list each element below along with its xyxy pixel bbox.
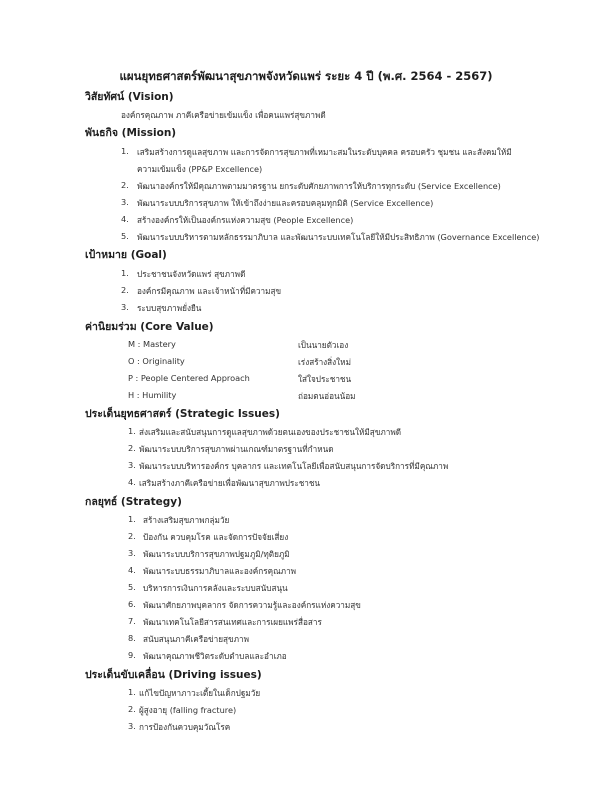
strategy-item-text: พัฒนาเทคโนโลยีสารสนเทศและการเผยแพร่สื่อสาร: [143, 617, 322, 627]
strategy-item-text: พัฒนาคุณภาพชีวิตระดับตำบลและอำเภอ: [143, 651, 287, 661]
strategy-item-text: สนับสนุนภาคีเครือข่ายสุขภาพ: [143, 634, 250, 644]
strategy-heading: กลยุทธ์ (Strategy): [85, 496, 182, 508]
strategy-item-text: สร้างเสริมสุขภาพกลุ่มวัย: [143, 515, 230, 525]
core-value-thai: ใส่ใจประชาชน: [298, 374, 352, 384]
mission-item-number: 3.: [121, 197, 129, 207]
core-value-english: P : People Centered Approach: [128, 373, 250, 383]
goal-item-number: 3.: [121, 302, 129, 312]
driving-issues-heading: ประเด็นขับเคลื่อน (Driving issues): [85, 669, 262, 681]
goal-item-number: 2.: [121, 285, 129, 295]
page-title: แผนยุทธศาสตร์พัฒนาสุขภาพจังหวัดแพร่ ระยะ 4 ปี (พ.ศ. 2564 - 2567): [119, 69, 493, 83]
mission-item-text: สร้างองค์กรให้เป็นองค์กรแห่งความสุข (People Excellence): [137, 215, 354, 225]
goal-item-text: องค์กรมีคุณภาพ และเจ้าหน้าที่มีความสุข: [137, 286, 282, 296]
strategy-item-text: บริหารการเงินการคลังและระบบสนับสนุน: [143, 583, 288, 593]
goal-item-number: 1.: [121, 268, 129, 278]
strategy-item-text: พัฒนาระบบบริการสุขภาพปฐมภูมิ/ทุติยภูมิ: [143, 549, 290, 559]
strategy-item-number: 7.: [128, 616, 136, 626]
driving-issue-number: 1.: [128, 687, 136, 697]
goal-item-text: ประชาชนจังหวัดแพร่ สุขภาพดี: [137, 269, 246, 279]
strategic-issue-number: 4.: [128, 477, 136, 487]
mission-item-text: พัฒนาระบบบริการสุขภาพ ให้เข้าถึงง่ายและครอบคลุมทุกมิติ (Service Excellence): [137, 198, 434, 208]
mission-item-text: เสริมสร้างการดูแลสุขภาพ และการจัดการสุขภาพที่เหมาะสมในระดับบุคคล ครอบครัว ชุมชน และสังคมให้มี: [137, 147, 512, 157]
mission-item-number: 5.: [121, 231, 129, 241]
strategic-issue-number: 2.: [128, 443, 136, 453]
strategic-issue-text: ส่งเสริมและสนับสนุนการดูแลสุขภาพด้วยตนเองของประชาชนให้มีสุขภาพดี: [139, 427, 402, 437]
core-value-thai: เป็นนายตัวเอง: [298, 340, 349, 350]
strategy-item-number: 2.: [128, 531, 136, 541]
driving-issue-number: 3.: [128, 721, 136, 731]
strategic-issue-number: 1.: [128, 426, 136, 436]
vision-text: องค์กรคุณภาพ ภาคีเครือข่ายเข้มแข็ง เพื่อคนแพร่สุขภาพดี: [121, 110, 326, 120]
mission-item-number: 1.: [121, 146, 129, 156]
strategy-item-text: ป้องกัน ควบคุมโรค และจัดการปัจจัยเสี่ยง: [143, 532, 289, 542]
mission-item-text: พัฒนาระบบบริหารตามหลักธรรมาภิบาล และพัฒนาระบบเทคโนโลยีให้มีประสิทธิภาพ (Governance Excellence): [137, 232, 540, 242]
strategy-item-text: พัฒนาระบบธรรมาภิบาลและองค์กรคุณภาพ: [143, 566, 297, 576]
strategic-issues-heading: ประเด็นยุทธศาสตร์ (Strategic Issues): [85, 408, 280, 420]
strategy-item-number: 9.: [128, 650, 136, 660]
core-value-english: O : Originality: [128, 356, 185, 366]
strategy-item-number: 4.: [128, 565, 136, 575]
strategy-item-number: 5.: [128, 582, 136, 592]
strategy-item-text: พัฒนาศักยภาพบุคลากร จัดการความรู้และองค์กรแห่งความสุข: [143, 600, 361, 610]
strategy-item-number: 6.: [128, 599, 136, 609]
goal-item-text: ระบบสุขภาพยั่งยืน: [137, 303, 202, 313]
strategic-issue-text: เสริมสร้างภาคีเครือข่ายเพื่อพัฒนาสุขภาพประชาชน: [139, 478, 321, 488]
driving-issue-number: 2.: [128, 704, 136, 714]
vision-heading: วิสัยทัศน์ (Vision): [85, 91, 174, 103]
driving-issue-text: การป้องกันควบคุมวัณโรค: [139, 722, 231, 732]
core-value-heading: ค่านิยมร่วม (Core Value): [85, 321, 214, 333]
mission-item-text: พัฒนาองค์กรให้มีคุณภาพตามมาตรฐาน ยกระดับศักยภาพการให้บริการทุกระดับ (Service Excellence): [137, 181, 501, 191]
goal-heading: เป้าหมาย (Goal): [85, 249, 167, 261]
mission-item-number: 2.: [121, 180, 129, 190]
strategy-item-number: 8.: [128, 633, 136, 643]
core-value-english: M : Mastery: [128, 339, 176, 349]
mission-item-number: 4.: [121, 214, 129, 224]
strategic-issue-text: พัฒนาระบบบริหารองค์กร บุคลากร และเทคโนโลยีเพื่อสนับสนุนการจัดบริการที่มีคุณภาพ: [139, 461, 449, 471]
strategy-item-number: 3.: [128, 548, 136, 558]
mission-heading: พันธกิจ (Mission): [85, 127, 177, 139]
driving-issue-text: ผู้สูงอายุ (falling fracture): [139, 705, 237, 715]
strategic-issue-text: พัฒนาระบบบริการสุขภาพผ่านเกณฑ์มาตรฐานที่กำหนด: [139, 444, 334, 454]
core-value-english: H : Humility: [128, 390, 177, 400]
driving-issue-text: แก้ไขปัญหาภาวะเตี้ยในเด็กปฐมวัย: [139, 688, 261, 698]
core-value-thai: ถ่อมตนอ่อนน้อม: [298, 391, 356, 401]
strategic-issue-number: 3.: [128, 460, 136, 470]
strategy-item-number: 1.: [128, 514, 136, 524]
mission-item-text-continued: ความเข้มแข็ง (PP&P Excellence): [137, 164, 263, 174]
core-value-thai: เร่งสร้างสิ่งใหม่: [298, 357, 351, 367]
